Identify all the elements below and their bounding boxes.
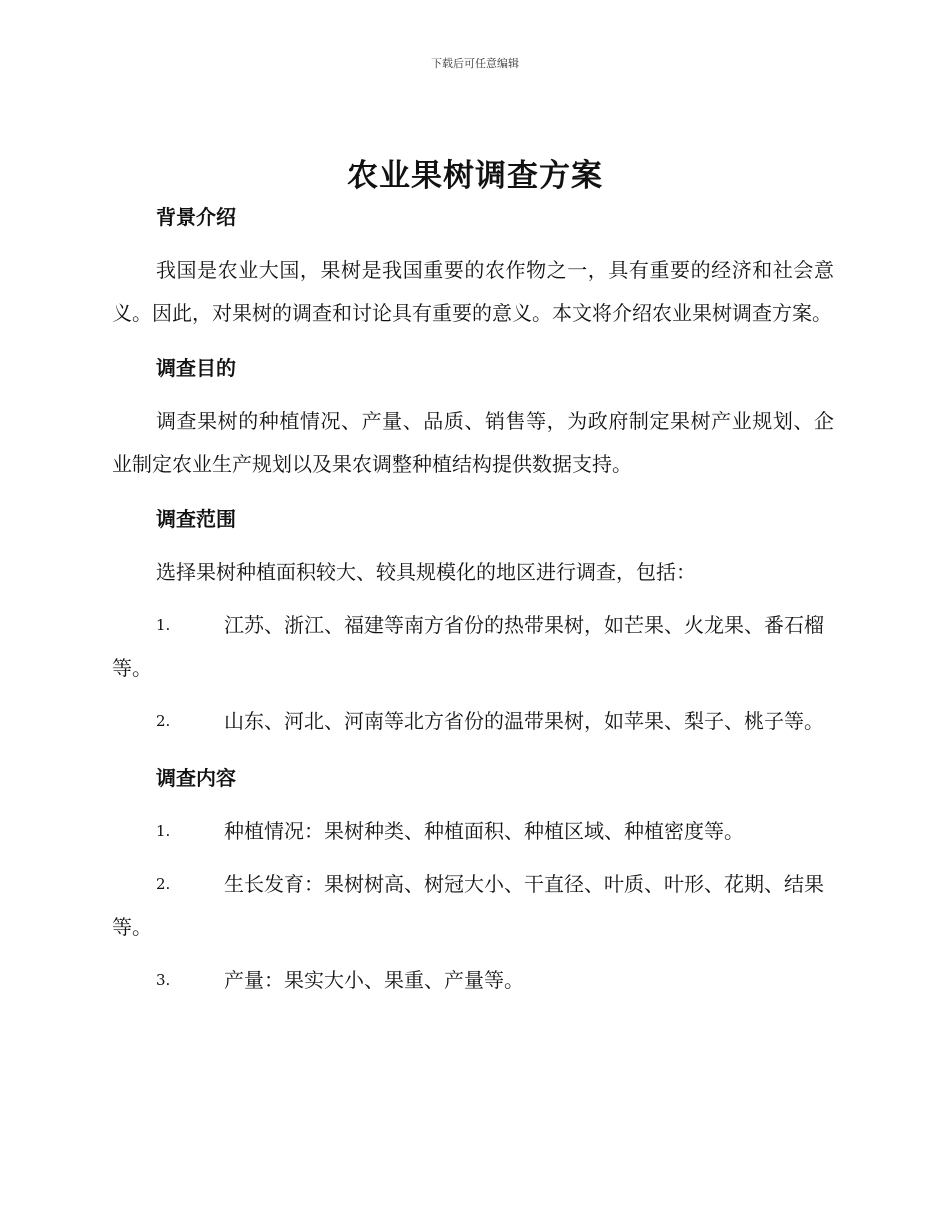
list-item-text: 产量：果实大小、果重、产量等。 <box>224 968 524 992</box>
section-heading-content: 调查内容 <box>156 766 236 790</box>
list-item-text: 种植情况：果树种类、种植面积、种植区域、种植密度等。 <box>224 819 744 843</box>
list-item-text: 生长发育：果树树高、树冠大小、干直径、叶质、叶形、花期、结果等。 <box>112 872 824 939</box>
list-item <box>112 959 834 1002</box>
section-heading-scope: 调查范围 <box>156 507 236 531</box>
section-heading-background: 背景介绍 <box>156 205 236 229</box>
list-item-text: 山东、河北、河南等北方省份的温带果树，如苹果、梨子、桃子等。 <box>224 709 824 733</box>
document-title: 农业果树调查方案 <box>347 158 603 194</box>
list-item-text: 江苏、浙江、福建等南方省份的热带果树，如芒果、火龙果、番石榴等。 <box>112 613 824 680</box>
list-item <box>112 700 834 743</box>
list-item-number: 1. <box>156 822 171 840</box>
paragraph-purpose: 调查果树的种植情况、产量、品质、销售等，为政府制定果树产业规划、企业制定农业生产规划以及果农调整种植结构提供数据支持。 <box>112 409 834 476</box>
list-item-number: 1. <box>156 616 171 634</box>
section-heading-purpose: 调查目的 <box>156 356 236 380</box>
list-item-number: 2. <box>156 875 171 893</box>
page-header: 下载后可任意编辑 <box>431 57 519 70</box>
list-item-number: 3. <box>156 971 171 989</box>
list-item <box>112 863 834 949</box>
list-item <box>112 604 834 690</box>
list-item-number: 2. <box>156 712 171 730</box>
list-item <box>112 810 834 853</box>
document-body <box>112 196 834 1002</box>
paragraph-background: 我国是农业大国，果树是我国重要的农作物之一，具有重要的经济和社会意义。因此，对果树的调查和讨论具有重要的意义。本文将介绍农业果树调查方案。 <box>112 258 834 325</box>
paragraph-scope: 选择果树种植面积较大、较具规模化的地区进行调查，包括： <box>156 560 696 584</box>
